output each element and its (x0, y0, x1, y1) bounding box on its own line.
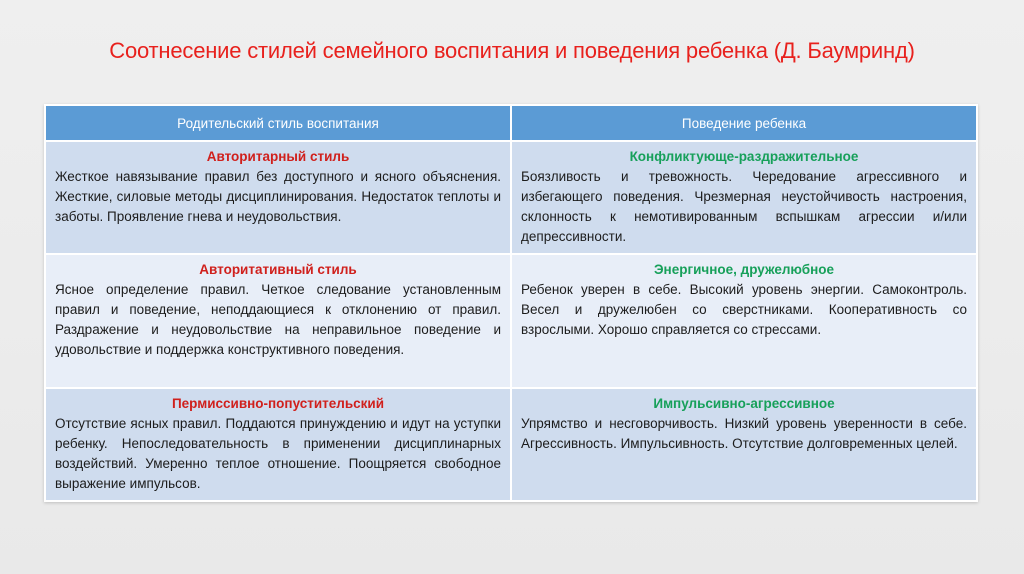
header-child-behavior: Поведение ребенка (511, 105, 977, 141)
child-behavior-title: Импульсивно-агрессивное (653, 396, 835, 411)
child-behavior-cell (511, 388, 977, 501)
table-row (45, 254, 977, 388)
child-behavior-cell (511, 141, 977, 254)
table-row (45, 388, 977, 501)
parent-style-cell (45, 141, 511, 254)
parent-style-description: Отсутствие ясных правил. Поддаются принуждению и идут на уступки ребенку. Непоследовательность в применении дисциплинарных воздействий. Умеренно теплое отношение. Поощряется свободное выражение импульсов. (55, 416, 501, 491)
child-behavior-title: Конфликтующе-раздражительное (629, 149, 859, 164)
baumrind-styles-table (44, 104, 978, 502)
parent-style-description: Ясное определение правил. Четкое следование установленным правил и поведение, неподдающиеся к отклонению от правил. Раздражение и неудовольствие на неправильное поведение и удовольствие и поддержка конструктивного поведения. (55, 282, 501, 357)
child-behavior-title: Энергичное, дружелюбное (653, 262, 835, 277)
parent-style-cell (45, 388, 511, 501)
table-row (45, 141, 977, 254)
table-header-row (45, 105, 977, 141)
child-behavior-description: Боязливость и тревожность. Чередование агрессивного и избегающего поведения. Чрезмерная неустойчивость настроения, склонность к немотивированным вспышкам агрессии и/или депрессивности. (521, 169, 967, 244)
child-behavior-description: Ребенок уверен в себе. Высокий уровень энергии. Самоконтроль. Весел и дружелюбен со сверстниками. Кооперативность со взрослыми. Хорошо справляется со стрессами. (521, 282, 967, 337)
parent-style-description: Жесткое навязывание правил без доступного и ясного объяснения. Жесткие, силовые методы дисциплинирования. Недостаток теплоты и заботы. Проявление гнева и неудовольствия. (55, 169, 501, 224)
parent-style-title: Авторитативный стиль (199, 262, 357, 277)
slide-title: Соотнесение стилей семейного воспитания и поведения ребенка (Д. Баумринд) (109, 38, 915, 63)
parent-style-title: Пермиссивно-попустительский (171, 396, 385, 411)
parent-style-cell (45, 254, 511, 388)
child-behavior-cell (511, 254, 977, 388)
parent-style-title: Авторитарный стиль (206, 149, 350, 164)
child-behavior-description: Упрямство и несговорчивость. Низкий уровень уверенности в себе. Агрессивность. Импульсивность. Отсутствие долговременных целей. (521, 416, 967, 451)
header-parent-style: Родительский стиль воспитания (45, 105, 511, 141)
